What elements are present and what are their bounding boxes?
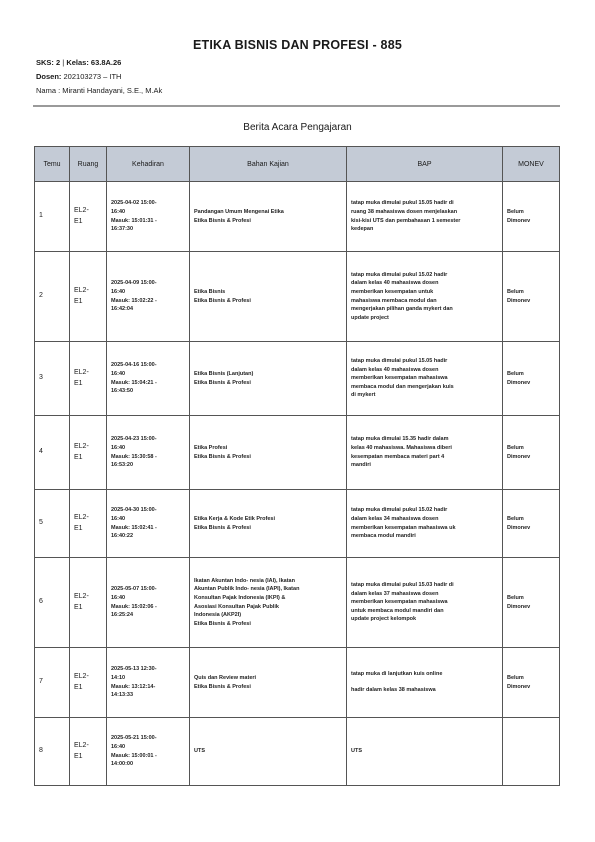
bahan-line: Etika Bisnis & Profesi: [194, 620, 251, 627]
cell-bap: [347, 558, 503, 648]
bap-line: memberikan kesempatan mahasiswa: [351, 599, 448, 606]
cell-monev: [503, 558, 560, 648]
monev-line: Dimonev: [507, 297, 531, 304]
bap-line: tatap muka dimulai pukul 15.03 hadir di: [351, 582, 454, 589]
cell-bahan-kajian: [190, 182, 347, 252]
cell-bahan-kajian: [190, 558, 347, 648]
kehadiran-line: 16:37:30: [111, 226, 134, 233]
bahan-line: Etika Bisnis & Profesi: [194, 683, 251, 690]
cell-bap: [347, 718, 503, 786]
cell-kehadiran: [107, 718, 190, 786]
cell-bap: [347, 182, 503, 252]
cell-monev: [503, 718, 560, 786]
table-row: [35, 648, 560, 718]
bahan-line: Etika Profesi: [194, 444, 228, 451]
bahan-line: Asosiasi Konsultan Pajak Publik: [194, 603, 279, 610]
cell-bahan-kajian: [190, 416, 347, 490]
col-header-bahan-kajian: Bahan Kajian: [190, 147, 347, 182]
bap-line: dalam kelas 37 mahasiswa dosen: [351, 590, 439, 597]
bap-line: tatap muka dimulai pukul 15.02 hadir: [351, 507, 448, 514]
kehadiran-line: 16:42:04: [111, 306, 134, 313]
kehadiran-line: Masuk: 15:02:06 -: [111, 603, 157, 610]
kehadiran-line: Masuk: 15:00:01 -: [111, 752, 157, 759]
col-header-ruang: Ruang: [70, 147, 107, 182]
dosen-value: 202103273 – ITH: [61, 72, 122, 81]
table-row: [35, 252, 560, 342]
cell-ruang: [70, 252, 107, 342]
bahan-line: Etika Bisnis: [194, 288, 226, 295]
bahan-line: Etika Bisnis (Lanjutan): [194, 370, 254, 377]
col-header-kehadiran: Kehadiran: [107, 147, 190, 182]
kehadiran-line: 2025-04-09 15:00-: [111, 280, 157, 287]
bap-line: tatap muka dimulai 15.35 hadir dalam: [351, 436, 449, 443]
temu-value: 8: [39, 747, 43, 755]
monev-line: Belum: [507, 594, 524, 601]
bap-line: membaca modul dan mengerjakan kuis: [351, 383, 454, 390]
monev-line: Dimonev: [507, 683, 531, 690]
cell-ruang: [70, 718, 107, 786]
monev-line: Belum: [507, 370, 524, 377]
ruang-line: EL2-: [74, 442, 89, 450]
cell-temu: [35, 648, 70, 718]
kehadiran-line: 2025-05-07 15:00-: [111, 586, 157, 593]
bahan-line: Indonesia (AKP2I): [194, 612, 242, 619]
cell-temu: [35, 182, 70, 252]
cell-kehadiran: [107, 558, 190, 648]
kehadiran-line: 16:53:20: [111, 462, 134, 469]
monev-line: Belum: [507, 288, 524, 295]
table-row: [35, 416, 560, 490]
table-row: [35, 558, 560, 648]
cell-bap: [347, 342, 503, 416]
bap-line: mandiri: [351, 462, 371, 469]
cell-bahan-kajian: [190, 718, 347, 786]
col-header-temu: Temu: [35, 147, 70, 182]
table-body: [35, 182, 560, 786]
cell-monev: [503, 342, 560, 416]
cell-monev: [503, 490, 560, 558]
bap-line: update project: [351, 314, 389, 321]
bap-line: memberikan kesempatan untuk: [351, 288, 434, 295]
bap-line: tatap muka dimulai pukul 15.05 hadir di: [351, 200, 454, 207]
cell-bahan-kajian: [190, 648, 347, 718]
bap-line: tatap muka di lanjutkan kuis online: [351, 671, 443, 678]
bap-line: memberikan kesempatan mahasiswa: [351, 375, 448, 382]
monev-line: Dimonev: [507, 453, 531, 460]
bahan-line: Etika Bisnis & Profesi: [194, 297, 251, 304]
temu-value: 5: [39, 519, 43, 527]
temu-value: 4: [39, 448, 43, 456]
cell-temu: [35, 252, 70, 342]
bap-line: [351, 679, 498, 686]
ruang-line: EL2-: [74, 206, 89, 214]
monev-line: Dimonev: [507, 217, 531, 224]
table-header-row: [35, 147, 560, 182]
bahan-line: UTS: [194, 748, 205, 755]
bap-line: kedepan: [351, 226, 374, 233]
cell-temu: [35, 490, 70, 558]
page-title: ETIKA BISNIS DAN PROFESI - 885: [192, 38, 403, 52]
bap-line: tatap muka dimulai pukul 15.02 hadir: [351, 271, 448, 278]
ruang-line: E1: [74, 379, 83, 387]
lecturer-name: Nama : Miranti Handayani, S.E., M.Ak: [36, 86, 163, 95]
cell-monev: [503, 416, 560, 490]
header-divider: [33, 105, 560, 107]
bap-line: membaca modul mandiri: [351, 533, 416, 540]
ruang-line: EL2-: [74, 368, 89, 376]
bap-line: untuk membaca modul mandiri dan: [351, 607, 444, 614]
separator: |: [60, 58, 67, 67]
kehadiran-line: 16:40: [111, 515, 126, 522]
ruang-line: EL2-: [74, 286, 89, 294]
cell-bahan-kajian: [190, 342, 347, 416]
ruang-line: EL2-: [74, 592, 89, 600]
bap-line: tatap muka dimulai pukul 15.05 hadir: [351, 358, 448, 365]
bahan-line: Ikatan Akuntan Indo- nesia (IAI), Ikatan: [194, 577, 295, 584]
temu-value: 3: [39, 374, 43, 382]
kehadiran-line: 2025-05-13 12:30-: [111, 666, 157, 673]
kehadiran-line: 16:40: [111, 743, 126, 750]
bap-line: mahasiswa membaca modul dan: [351, 297, 437, 304]
ruang-line: E1: [74, 453, 83, 461]
kehadiran-line: 16:40: [111, 288, 126, 295]
ruang-line: E1: [74, 752, 83, 760]
col-header-monev: MONEV: [503, 147, 560, 182]
bahan-line: Akuntan Publik Indo- nesia (IAPI), Ikatan: [194, 586, 300, 593]
kehadiran-line: Masuk: 13:12:14-: [111, 683, 156, 690]
kehadiran-line: 16:40: [111, 370, 126, 377]
bahan-line: Pandangan Umum Mengenai Etika: [194, 208, 284, 215]
cell-ruang: [70, 648, 107, 718]
kehadiran-line: 16:40:22: [111, 533, 134, 540]
bap-line: kelas 40 mahasiswa. Mahasiswa diberi: [351, 444, 452, 451]
kehadiran-line: 2025-04-02 15:00-: [111, 200, 157, 207]
ruang-line: E1: [74, 683, 83, 691]
kehadiran-line: 16:25:24: [111, 612, 134, 619]
bahan-line: Etika Bisnis & Profesi: [194, 453, 251, 460]
temu-value: 6: [39, 598, 43, 606]
kehadiran-line: Masuk: 15:04:21 -: [111, 379, 157, 386]
cell-kehadiran: [107, 342, 190, 416]
kehadiran-line: 14:00:00: [111, 761, 134, 768]
bahan-line: Etika Bisnis & Profesi: [194, 524, 251, 531]
course-info-line: [36, 58, 121, 67]
cell-ruang: [70, 490, 107, 558]
cell-kehadiran: [107, 648, 190, 718]
cell-kehadiran: [107, 416, 190, 490]
temu-value: 2: [39, 292, 43, 300]
temu-value: 1: [39, 212, 43, 220]
cell-ruang: [70, 416, 107, 490]
kehadiran-line: 2025-04-30 15:00-: [111, 507, 157, 514]
ruang-line: E1: [74, 217, 83, 225]
kehadiran-line: Masuk: 15:02:41 -: [111, 524, 157, 531]
monev-line: Dimonev: [507, 603, 531, 610]
ruang-line: E1: [74, 297, 83, 305]
ruang-line: E1: [74, 603, 83, 611]
bahan-line: Quis dan Review materi: [194, 674, 257, 681]
cell-ruang: [70, 558, 107, 648]
ruang-line: EL2-: [74, 741, 89, 749]
monev-line: Belum: [507, 674, 524, 681]
bap-line: dalam kelas 40 mahasiswa dosen: [351, 366, 439, 373]
cell-kehadiran: [107, 182, 190, 252]
kehadiran-line: 16:40: [111, 594, 126, 601]
section-title: Berita Acara Pengajaran: [243, 122, 352, 133]
bap-line: kesempatan membaca materi part 4: [351, 453, 445, 460]
cell-kehadiran: [107, 252, 190, 342]
cell-bahan-kajian: [190, 252, 347, 342]
bap-line: dalam kelas 40 mahasiswa dosen: [351, 280, 439, 287]
cell-bap: [347, 490, 503, 558]
cell-temu: [35, 342, 70, 416]
bap-line: dalam kelas 34 mahasiswa dosen: [351, 515, 439, 522]
bap-line: hadir dalam kelas 38 mahasiswa: [351, 687, 436, 693]
ruang-line: E1: [74, 524, 83, 532]
table-row: [35, 718, 560, 786]
ruang-line: EL2-: [74, 672, 89, 680]
cell-monev: [503, 182, 560, 252]
lecturer-line: [36, 72, 121, 81]
kehadiran-line: 2025-05-21 15:00-: [111, 735, 157, 742]
monev-line: Dimonev: [507, 379, 531, 386]
cell-bap: [347, 416, 503, 490]
kehadiran-line: 14:13:33: [111, 692, 134, 699]
monev-line: Belum: [507, 208, 524, 215]
cell-bahan-kajian: [190, 490, 347, 558]
kehadiran-line: 16:43:50: [111, 388, 134, 395]
kehadiran-line: 2025-04-23 15:00-: [111, 436, 157, 443]
monev-line: Belum: [507, 515, 524, 522]
attendance-table: [34, 146, 560, 786]
kehadiran-line: 16:40: [111, 444, 126, 451]
cell-ruang: [70, 342, 107, 416]
bahan-line: Etika Bisnis & Profesi: [194, 217, 251, 224]
cell-monev: [503, 252, 560, 342]
kehadiran-line: 14:10: [111, 674, 126, 681]
kelas-label: Kelas: 63.8A.26: [66, 58, 122, 67]
kehadiran-line: Masuk: 15:30:58 -: [111, 453, 157, 460]
cell-bap: [347, 648, 503, 718]
kehadiran-line: 2025-04-16 15:00-: [111, 362, 157, 369]
bap-line: mengerjakan pilihan ganda mykert dan: [351, 306, 453, 313]
ruang-line: EL2-: [74, 513, 89, 521]
cell-ruang: [70, 182, 107, 252]
bap-line: di mykert: [351, 392, 376, 399]
table-row: [35, 342, 560, 416]
temu-value: 7: [39, 678, 43, 686]
monev-line: Belum: [507, 444, 524, 451]
cell-monev: [503, 648, 560, 718]
bahan-line: Etika Bisnis & Profesi: [194, 379, 251, 386]
bap-line: kisi-kisi UTS dan pembahasan 1 semester: [351, 217, 461, 224]
kehadiran-line: 16:40: [111, 208, 126, 215]
bahan-line: Konsultan Pajak Indonesia (IKPI) &: [194, 594, 286, 601]
dosen-label: Dosen:: [36, 72, 62, 81]
kehadiran-line: Masuk: 15:01:31 -: [111, 217, 157, 224]
table-row: [35, 182, 560, 252]
cell-temu: [35, 416, 70, 490]
bahan-line: Etika Kerja & Kode Etik Profesi: [194, 515, 275, 522]
bap-line: ruang 38 mahasiswa dosen menjelaskan: [351, 208, 458, 215]
monev-line: Dimonev: [507, 524, 531, 531]
kehadiran-line: Masuk: 15:02:22 -: [111, 297, 157, 304]
cell-kehadiran: [107, 490, 190, 558]
cell-temu: [35, 718, 70, 786]
bap-line: UTS: [351, 748, 362, 755]
table-row: [35, 490, 560, 558]
bap-line: update project kelompok: [351, 616, 417, 623]
col-header-bap: BAP: [347, 147, 503, 182]
cell-bap: [347, 252, 503, 342]
bap-line: memberikan kesempatan mahasiswa uk: [351, 524, 456, 531]
sks-label: SKS: 2: [36, 58, 61, 67]
cell-temu: [35, 558, 70, 648]
